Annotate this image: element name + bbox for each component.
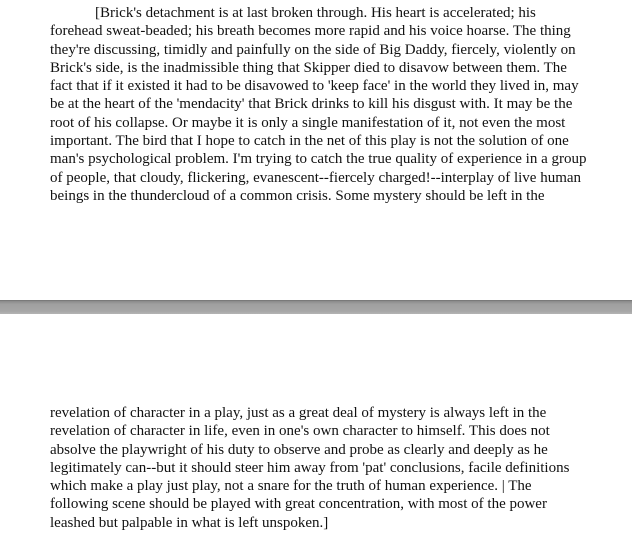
text-line: fact that if it existed it had to be disavowed to 'keep face' in the world they lived in, may xyxy=(50,78,579,95)
text-line: important. The bird that I hope to catch in the net of this play is not the solution of one xyxy=(50,133,569,150)
page-separator xyxy=(0,300,632,314)
text-line: beings in the thundercloud of a common crisis. Some mystery should be left in the xyxy=(50,187,545,204)
text-line: legitimately can--but it should steer him away from 'pat' conclusions, facile definitions xyxy=(50,459,570,476)
text-line: man's psychological problem. I'm trying to catch the true quality of experience in a group xyxy=(50,151,587,168)
text-line: leashed but palpable in what is left unspoken.] xyxy=(50,514,329,531)
text-line: following scene should be played with great concentration, with most of the power xyxy=(50,496,547,513)
text-line: root of his collapse. Or maybe it is only a single manifestation of it, not even the most xyxy=(50,114,566,131)
page-bottom xyxy=(0,314,632,539)
text-line: Brick's side, is the inadmissible thing that Skipper died to disavow between them. The xyxy=(50,59,567,76)
text-line: forehead sweat-beaded; his breath becomes more rapid and his voice hoarse. The thing xyxy=(50,23,571,40)
text-line: revelation of character in life, even in one's own character to himself. This does not xyxy=(50,423,550,440)
text-line: which make a play just play, not a snare for the truth of human experience. | The xyxy=(50,478,532,495)
text-line: [Brick's detachment is at last broken through. His heart is accelerated; his xyxy=(95,5,536,21)
stage-direction-paragraph xyxy=(50,4,590,205)
stage-direction-continuation xyxy=(50,404,585,532)
text-line: absolve the playwright of his duty to observe and probe as clearly and deeply as he xyxy=(50,441,548,458)
text-line: of people, that cloudy, flickering, evanescent--fiercely charged!--interplay of live human xyxy=(50,169,582,186)
text-line: be at the heart of the 'mendacity' that Brick drinks to kill his disgust with. It may be the xyxy=(50,96,573,113)
text-line: they're discussing, timidly and painfully on the side of Big Daddy, fiercely, violently on xyxy=(50,41,576,58)
text-line: revelation of character in a play, just as a great deal of mystery is always left in the xyxy=(50,405,547,421)
